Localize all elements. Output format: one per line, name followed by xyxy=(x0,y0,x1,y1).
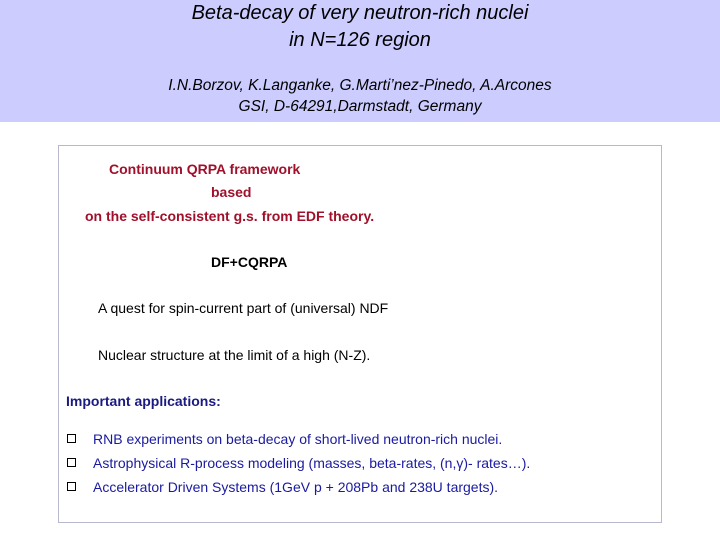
framework-line-2: based xyxy=(211,184,252,200)
list-item xyxy=(67,479,498,495)
list-item-text: Accelerator Driven Systems (1GeV p + 208Pb and 238U targets). xyxy=(93,479,499,495)
title-line-1: Beta-decay of very neutron-rich nuclei xyxy=(191,2,529,24)
affiliation: GSI, D-64291,Darmstadt, Germany xyxy=(238,98,482,115)
framework-line-3: on the self-consistent g.s. from EDF theory. xyxy=(85,208,375,224)
applications-heading: Important applications: xyxy=(66,393,221,409)
framework-line-1: Continuum QRPA framework xyxy=(109,161,301,177)
square-bullet-icon xyxy=(67,458,76,467)
content-panel xyxy=(58,145,662,523)
method-label: DF+CQRPA xyxy=(211,254,288,270)
authors: I.N.Borzov, K.Langanke, G.Marti’nez-Pinedo, A.Arcones xyxy=(168,77,552,94)
quest-text: A quest for spin-current part of (universal) NDF xyxy=(98,300,389,316)
list-item xyxy=(67,431,502,447)
list-item-text: RNB experiments on beta-decay of short-lived neutron-rich nuclei. xyxy=(93,431,503,447)
list-item xyxy=(67,455,530,471)
list-item-text: Astrophysical R-process modeling (masses, beta-rates, (n,γ)- rates…). xyxy=(93,455,531,471)
title-banner xyxy=(0,0,720,122)
square-bullet-icon xyxy=(67,482,76,491)
title-line-2: in N=126 region xyxy=(289,29,431,51)
structure-text: Nuclear structure at the limit of a high (N-Z). xyxy=(98,347,371,363)
square-bullet-icon xyxy=(67,434,76,443)
